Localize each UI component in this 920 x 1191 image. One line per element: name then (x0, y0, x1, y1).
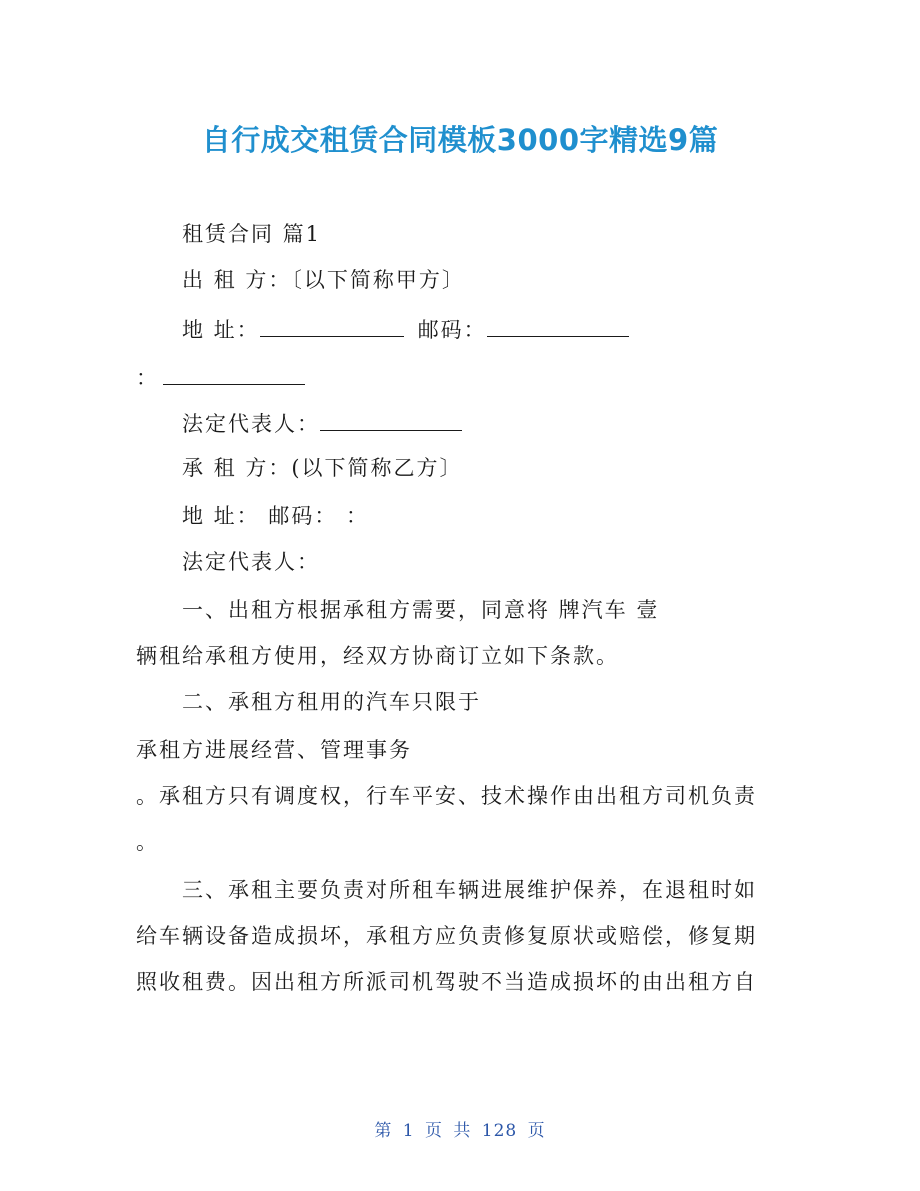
lessor-rep-line (182, 412, 462, 435)
clause-1-line-2: 辆租给承租方使用，经双方协商订立如下条款。 (136, 644, 619, 668)
lessor-rep-blank (320, 412, 462, 431)
page-footer (0, 1116, 920, 1141)
address-label: 地 址： (182, 318, 260, 342)
phone-line (136, 366, 305, 389)
lessee-address-line: 地 址： 邮码： ： (182, 504, 370, 528)
footer-label-post: 页 (527, 1121, 546, 1141)
document-title: 自行成交租赁合同模板3000字精选9篇 (201, 123, 719, 157)
phone-blank (163, 366, 305, 385)
clause-3-line-1: 三、承租主要负责对所租车辆进展维护保养，在退租时如 (182, 878, 757, 902)
clause-3-line-2: 给车辆设备造成损坏，承租方应负责修复原状或赔偿，修复期 (136, 924, 757, 948)
lessee-line: 承 租 方：(以下简称乙方〕 (182, 456, 463, 480)
clause-1-line-1: 一、出租方根据承租方需要，同意将 牌汽车 壹 (182, 598, 660, 622)
clause-2-line-2: 承租方进展经营、管理事务 (136, 738, 412, 762)
footer-label-total: 共 (453, 1121, 472, 1141)
footer-page-total: 128 (481, 1121, 518, 1141)
lessee-rep-line: 法定代表人： (182, 550, 320, 574)
footer-page-current: 1 (402, 1121, 415, 1141)
footer-label-mid: 页 (424, 1121, 443, 1141)
lessor-address-line (182, 318, 629, 341)
postcode-blank (487, 318, 629, 337)
phone-label: ： (136, 366, 159, 390)
lessor-rep-label: 法定代表人： (182, 412, 320, 436)
clause-3-line-3: 照收租费。因出租方所派司机驾驶不当造成损坏的由出租方自 (136, 970, 757, 994)
footer-label-pre: 第 (374, 1121, 393, 1141)
clause-2-line-4: 。 (136, 830, 159, 854)
postcode-label: 邮码： (417, 318, 487, 342)
clause-2-line-1: 二、承租方租用的汽车只限于 (182, 690, 481, 714)
clause-2-line-3: 。承租方只有调度权，行车平安、技术操作由出租方司机负责 (136, 784, 757, 808)
address-blank (260, 318, 404, 337)
lessor-line: 出 租 方：〔以下简称甲方〕 (182, 268, 465, 292)
contract-heading: 租赁合同 篇1 (182, 222, 322, 246)
